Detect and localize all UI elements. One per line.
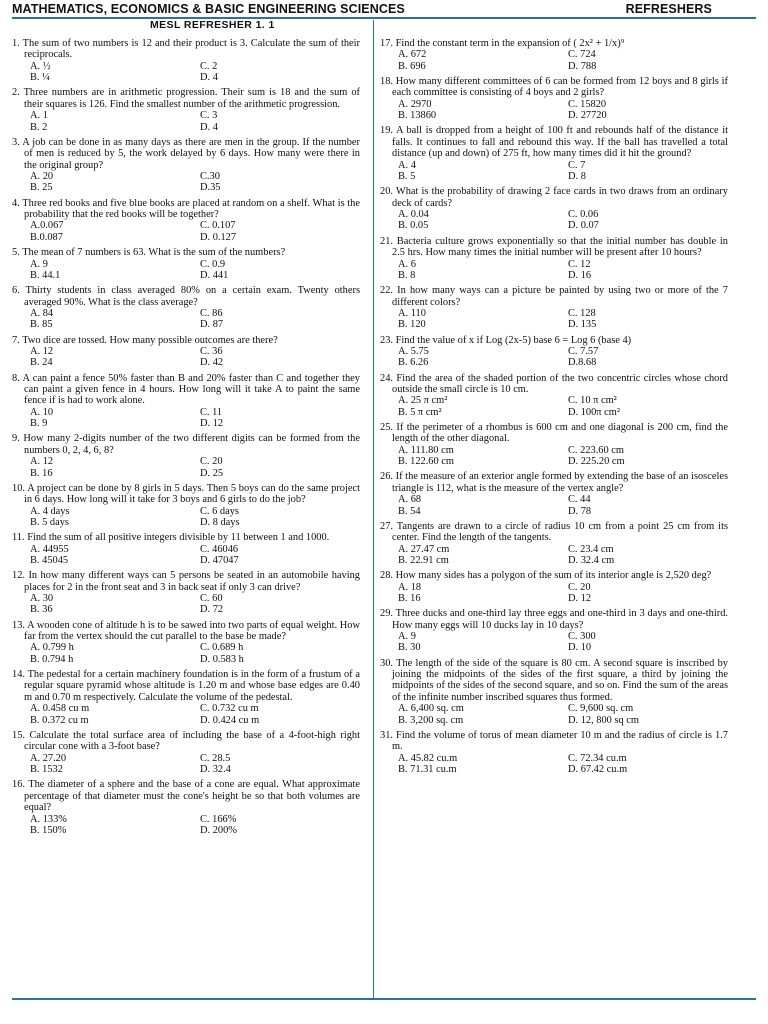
answer-option: D.35 <box>200 182 221 194</box>
question-item <box>12 285 360 331</box>
answer-option: D. 8 days <box>200 517 240 529</box>
question-item <box>380 186 728 232</box>
answer-options <box>12 61 360 84</box>
answer-option: B. 44.1 <box>30 269 61 281</box>
answer-option: C. 28.5 <box>200 752 231 764</box>
question-text: 8. A can paint a fence 50% faster than B and 20% faster than C and together they can paint a given fence in 4 hours. How long will it take A to paint the same fence if is had to work alone. <box>12 372 360 407</box>
header-rule <box>12 17 756 19</box>
answer-option: B. ¼ <box>30 72 50 84</box>
answer-option: A. 12 <box>30 456 54 468</box>
answer-options <box>12 346 360 369</box>
answer-option: D. 78 <box>568 505 592 517</box>
answer-options <box>12 753 360 776</box>
answer-option: C. 3 <box>200 110 218 122</box>
question-item <box>380 335 728 369</box>
header-section: REFRESHERS <box>625 2 712 16</box>
question-text: 17. Find the constant term in the expansion of ( 2x² + 1/x)⁹ <box>380 38 625 49</box>
answer-option: B. 8 <box>398 269 416 281</box>
answer-option: B. 5 days <box>30 517 69 529</box>
question-item <box>12 373 360 430</box>
answer-option: B. 22.91 cm <box>398 555 449 567</box>
question-item <box>12 779 360 836</box>
answer-option: D. 441 <box>200 269 229 281</box>
answer-option: C. 36 <box>200 345 223 357</box>
question-text: 11. Find the sum of all positive integers divisible by 11 between 1 and 1000. <box>12 532 330 544</box>
question-item <box>380 236 728 282</box>
question-text: 5. The mean of 7 numbers is 63. What is the sum of the numbers? <box>12 247 286 259</box>
answer-option: D. 25 <box>200 467 224 479</box>
answer-option: D. 0.127 <box>200 231 237 243</box>
answer-option: D. 12 <box>568 593 592 605</box>
answer-options <box>12 308 360 331</box>
question-text: 7. Two dice are tossed. How many possible outcomes are there? <box>12 334 278 346</box>
answer-option: D. 47047 <box>200 555 239 567</box>
answer-option: A. 0.458 cu m <box>30 703 90 715</box>
question-text: 15. Calculate the total surface area of including the base of a 4-foot-high right circular cone with a 3-foot base? <box>12 729 360 753</box>
answer-options <box>12 220 360 243</box>
answer-option: C. 60 <box>200 593 223 605</box>
answer-option: A. 9 <box>30 258 48 270</box>
answer-options <box>380 49 728 72</box>
question-text: 25. If the perimeter of a rhombus is 600 cm and one diagonal is 200 cm, find the length of the other diagonal. <box>380 421 728 445</box>
answer-options <box>12 593 360 616</box>
answer-option: A. 45.82 cu.m <box>398 752 458 764</box>
answer-options <box>12 642 360 665</box>
question-text: 10. A project can be done by 8 girls in 5 days. Then 5 boys can do the same project in 6 days. How long will it take for 3 boys and 6 girls to do the job? <box>12 482 360 506</box>
answer-option: B. 13860 <box>398 110 437 122</box>
question-item <box>12 87 360 133</box>
question-item <box>380 76 728 122</box>
answer-option: B. 24 <box>30 357 53 369</box>
answer-option: B. 2 <box>30 121 48 133</box>
answer-option: C. 7 <box>568 159 586 171</box>
answer-option: C.30 <box>200 171 220 183</box>
answer-option: B. 5 π cm² <box>398 406 442 418</box>
question-item <box>12 137 360 194</box>
header-title: MATHEMATICS, ECONOMICS & BASIC ENGINEERING SCIENCES <box>12 2 405 16</box>
question-text: 22. In how many ways can a picture be painted by using two or more of the 7 different colors? <box>380 285 728 308</box>
answer-option: D. 87 <box>200 319 224 331</box>
answer-option: C. 2 <box>200 60 218 72</box>
answer-option: B. 16 <box>398 593 421 605</box>
column-divider <box>373 20 374 998</box>
answer-option: D.8.68 <box>568 357 597 369</box>
answer-option: D. 0.424 cu m <box>200 714 260 726</box>
answer-option: C. 0.732 cu m <box>200 703 259 715</box>
answer-option: B. 1532 <box>30 764 63 776</box>
answer-options <box>380 445 728 468</box>
answer-option: A. 111.80 cm <box>398 444 454 456</box>
answer-option: B. 16 <box>30 467 53 479</box>
question-item <box>380 125 728 182</box>
answer-option: A. 672 <box>398 49 427 61</box>
question-item <box>380 285 728 331</box>
answer-option: C. 128 <box>568 307 596 319</box>
answer-options <box>380 703 728 726</box>
answer-option: A. 4 <box>398 159 416 171</box>
answer-option: A. 84 <box>30 307 54 319</box>
answer-option: D. 225.20 cm <box>568 456 625 468</box>
answer-option: B.0.087 <box>30 231 63 243</box>
answer-option: D. 8 <box>568 171 586 183</box>
answer-option: A. 133% <box>30 813 67 825</box>
answer-option: B. 9 <box>30 418 48 430</box>
answer-option: D. 100π cm² <box>568 406 620 418</box>
question-text: 13. A wooden cone of altitude h is to be sawed into two parts of equal weight. How far from the vertex should the cut parallel to the base be made? <box>12 619 360 643</box>
answer-options <box>12 506 360 529</box>
question-item <box>12 247 360 281</box>
answer-option: A. 2970 <box>398 98 432 110</box>
answer-option: B. 5 <box>398 171 416 183</box>
answer-option: A. 110 <box>398 307 426 319</box>
answer-options <box>380 395 728 418</box>
page-subtitle: MESL REFRESHER 1. 1 <box>150 19 275 31</box>
answer-option: C. 15820 <box>568 98 607 110</box>
question-item <box>380 422 728 468</box>
answer-option: D. 10 <box>568 642 592 654</box>
answer-option: B. 45045 <box>30 555 69 567</box>
answer-options <box>380 494 728 517</box>
answer-option: C. 44 <box>568 494 591 506</box>
question-text: 27. Tangents are drawn to a circle of radius 10 cm from a point 25 cm from its center. Find the length of the tangents. <box>380 520 728 544</box>
answer-option: C. 7.57 <box>568 345 599 357</box>
question-item <box>380 608 728 654</box>
answer-options <box>12 407 360 430</box>
question-item <box>12 532 360 566</box>
answer-options <box>380 753 728 776</box>
answer-option: C. 20 <box>200 456 223 468</box>
question-text: 12. In how many different ways can 5 persons be seated in an automobile having places for 2 in the front seat and 3 in back seat if only 3 can drive? <box>12 570 360 593</box>
answer-option: D. 67.42 cu.m <box>568 764 628 776</box>
question-text: 14. The pedestal for a certain machinery foundation is in the form of a frustum of a regular square pyramid whose altitude is 1.20 m and whose base edges are 0.40 m and 0.70 m respectively. Calculate the volume of the pedestal. <box>12 669 360 703</box>
question-text: 20. What is the probability of drawing 2 face cards in two draws from an ordinary deck of cards? <box>380 186 728 209</box>
answer-option: D. 27720 <box>568 110 607 122</box>
answer-option: A. 9 <box>398 631 416 643</box>
question-item <box>380 521 728 567</box>
answer-option: A. 0.799 h <box>30 642 74 654</box>
question-text: 3. A job can be done in as many days as there are men in the group. If the number of men is reduced by 5, the work delayed by 6 days. How many were there in the original group? <box>12 136 360 171</box>
answer-option: B. 6.26 <box>398 357 429 369</box>
answer-option: C. 300 <box>568 631 596 643</box>
answer-option: B. 30 <box>398 642 421 654</box>
answer-options <box>380 259 728 282</box>
answer-option: A. 27.47 cm <box>398 543 450 555</box>
answer-option: A. 20 <box>30 171 54 183</box>
answer-option: C. 72.34 cu.m <box>568 752 627 764</box>
answer-option: A. 5.75 <box>398 345 429 357</box>
answer-option: D. 16 <box>568 269 592 281</box>
answer-option: B. 0.794 h <box>30 653 74 665</box>
answer-option: C. 20 <box>568 581 591 593</box>
answer-option: C. 9,600 sq. cm <box>568 703 634 715</box>
question-text: 1. The sum of two numbers is 12 and their product is 3. Calculate the sum of their reciprocals. <box>12 38 360 61</box>
question-text: 21. Bacteria culture grows exponentially so that the initial number has double in 2.5 hrs. How many times the initial number will be present after 10 hours? <box>380 235 728 259</box>
page-header <box>12 0 756 16</box>
answer-option: C. 46046 <box>200 543 239 555</box>
answer-option: C. 724 <box>568 49 596 61</box>
answer-options <box>380 209 728 232</box>
answer-option: A. 4 days <box>30 505 70 517</box>
answer-option: B. 0.05 <box>398 220 429 232</box>
answer-options <box>380 99 728 122</box>
answer-options <box>380 582 728 605</box>
answer-option: A. 6 <box>398 258 416 270</box>
answer-option: A. 68 <box>398 494 422 506</box>
question-item <box>12 570 360 616</box>
answer-option: C. 10 π cm² <box>568 395 617 407</box>
question-item <box>12 730 360 776</box>
answer-option: B. 0.372 cu m <box>30 714 89 726</box>
answer-option: D. 0.583 h <box>200 653 244 665</box>
question-item <box>380 38 728 72</box>
answer-option: D. 12 <box>200 418 224 430</box>
answer-option: B. 150% <box>30 824 67 836</box>
question-item <box>12 620 360 666</box>
question-item <box>12 335 360 369</box>
answer-options <box>380 160 728 183</box>
question-item <box>12 198 360 244</box>
question-text: 2. Three numbers are in arithmetic progression. Their sum is 18 and the sum of their squares is 126. Find the smallest number of the arithmetic progression. <box>12 87 360 110</box>
answer-option: C. 0.9 <box>200 258 226 270</box>
question-text: 16. The diameter of a sphere and the base of a cone are equal. What approximate percentage of that diameter must the cone's height be so that both volumes are equal? <box>12 779 360 814</box>
answer-option: B. 85 <box>30 319 53 331</box>
question-item <box>380 373 728 419</box>
answer-options <box>12 814 360 837</box>
answer-option: C. 23.4 cm <box>568 543 614 555</box>
answer-options <box>12 544 360 567</box>
answer-options <box>12 110 360 133</box>
answer-options <box>380 631 728 654</box>
answer-option: D. 72 <box>200 604 224 616</box>
question-item <box>12 483 360 529</box>
answer-option: A. ½ <box>30 60 51 72</box>
answer-option: B. 36 <box>30 604 53 616</box>
answer-option: D. 32.4 cm <box>568 555 615 567</box>
answer-option: B. 54 <box>398 505 421 517</box>
footer-rule <box>12 998 756 1000</box>
answer-option: B. 3,200 sq. cm <box>398 714 464 726</box>
question-text: 6. Thirty students in class averaged 80% on a certain exam. Twenty others averaged 90%. What is the class average? <box>12 285 360 308</box>
answer-option: A. 25 π cm² <box>398 395 448 407</box>
answer-options <box>12 456 360 479</box>
question-item <box>12 669 360 726</box>
answer-option: B. 120 <box>398 319 426 331</box>
answer-option: C. 0.06 <box>568 209 599 221</box>
answer-option: A. 6,400 sq. cm <box>398 703 464 715</box>
answer-option: B. 71.31 cu.m <box>398 764 457 776</box>
question-text: 9. How many 2-digits number of the two different digits can be formed from the numbers 0, 2, 4, 6, 8? <box>12 433 360 456</box>
answer-option: A. 10 <box>30 406 54 418</box>
answer-option: D. 135 <box>568 319 597 331</box>
left-column <box>12 38 360 840</box>
question-item <box>380 471 728 517</box>
answer-option: A. 0.04 <box>398 209 429 221</box>
question-text: 24. Find the area of the shaded portion of the two concentric circles whose chord outside the small circle is 10 cm. <box>380 372 728 395</box>
answer-option: C. 12 <box>568 258 591 270</box>
answer-option: D. 12, 800 sq cm <box>568 714 639 726</box>
answer-option: A. 12 <box>30 345 54 357</box>
answer-option: C. 11 <box>200 406 223 418</box>
answer-option: A. 44955 <box>30 543 69 555</box>
answer-option: D. 4 <box>200 121 218 133</box>
answer-option: C. 0.689 h <box>200 642 244 654</box>
answer-options <box>380 544 728 567</box>
question-item <box>380 570 728 604</box>
right-column <box>380 38 728 779</box>
answer-option: D. 4 <box>200 72 218 84</box>
answer-option: B. 122.60 cm <box>398 456 454 468</box>
answer-option: C. 6 days <box>200 505 239 517</box>
question-text: 4. Three red books and five blue books are placed at random on a shelf. What is the probability that the red books will be together? <box>12 197 360 221</box>
question-item <box>12 433 360 479</box>
answer-option: D. 788 <box>568 60 597 72</box>
answer-option: D. 200% <box>200 824 237 836</box>
answer-option: A. 18 <box>398 581 422 593</box>
answer-option: A.0.067 <box>30 220 64 232</box>
answer-options <box>380 308 728 331</box>
answer-option: D. 32.4 <box>200 764 231 776</box>
answer-options <box>380 346 728 369</box>
answer-options <box>12 259 360 282</box>
answer-options <box>12 703 360 726</box>
answer-option: A. 30 <box>30 593 54 605</box>
question-text: 23. Find the value of x if Log (2x-5) base 6 = Log 6 (base 4) <box>380 334 632 346</box>
answer-option: C. 223.60 cm <box>568 444 624 456</box>
answer-option: A. 1 <box>30 110 48 122</box>
answer-options <box>12 171 360 194</box>
question-text: 31. Find the volume of torus of mean diameter 10 m and the radius of circle is 1.7 m. <box>380 729 728 753</box>
question-text: 19. A ball is dropped from a height of 100 ft and rebounds half of the distance it falls. It continues to fall and rebound this way. If the ball has travelled a total distance (up and down) of 275 ft, how many times did it hit the ground? <box>380 125 728 160</box>
answer-option: D. 0.07 <box>568 220 599 232</box>
answer-option: C. 166% <box>200 813 237 825</box>
question-item <box>12 38 360 84</box>
question-text: 18. How many different committees of 6 can be formed from 12 boys and 8 girls if each committee is consisting of 4 boys and 2 girls? <box>380 76 728 99</box>
answer-option: C. 0.107 <box>200 220 236 232</box>
answer-option: B. 25 <box>30 182 53 194</box>
question-text: 30. The length of the side of the square is 80 cm. A second square is inscribed by joining the midpoints of the sides of the first square, a third by joining the midpoints of the sides of the second square, and so on. Find the sum of the areas of the infinite number inscribed squares thus formed. <box>380 657 728 703</box>
question-item <box>380 658 728 726</box>
answer-option: A. 27.20 <box>30 752 67 764</box>
answer-option: C. 86 <box>200 307 223 319</box>
question-item <box>380 730 728 776</box>
question-text: 28. How many sides has a polygon of the sum of its interior angle is 2,520 deg? <box>380 570 712 582</box>
question-text: 29. Three ducks and one-third lay three eggs and one-third in 3 days and one-third. How many eggs will 10 ducks lay in 10 days? <box>380 608 728 631</box>
answer-option: B. 696 <box>398 60 426 72</box>
answer-option: D. 42 <box>200 357 224 369</box>
question-text: 26. If the measure of an exterior angle formed by extending the base of an isosceles triangle is 112, what is the measure of the vertex angle? <box>380 471 728 494</box>
